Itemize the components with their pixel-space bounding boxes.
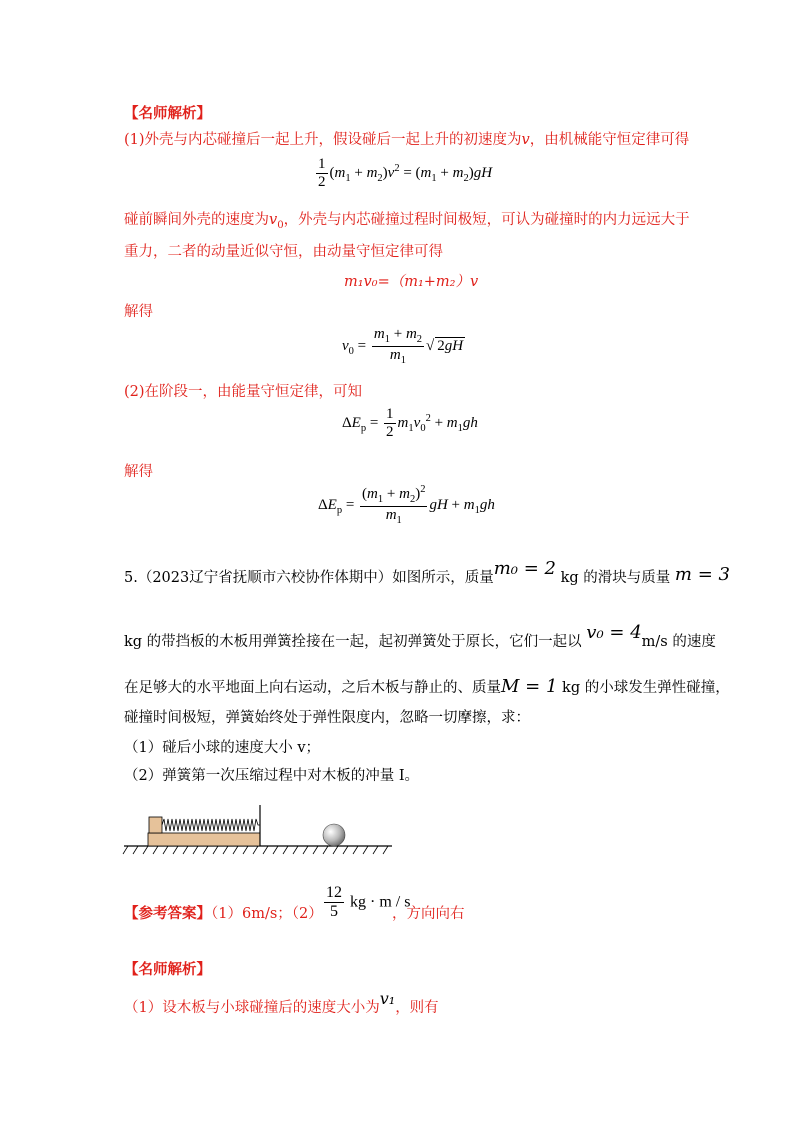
wooden-board [148,833,260,846]
question-1: （1）碰后小球的速度大小 v； [124,740,321,756]
paragraph: 解得 [124,304,153,320]
momentum-equation: m₁v₀=（m₁+m₂）v [344,274,479,290]
ball [323,824,345,846]
question-2: （2）弹簧第一次压缩过程中对木板的冲量 I。 [124,768,420,784]
spring [162,819,260,831]
section-header: 【名师解析】 [124,105,211,122]
answer-impulse: $\frac{12}{5}$ kg · m / s [326,884,411,921]
result-equation: $\Delta E_p$ = $\frac{(m_1 + m_2)^2}{m_1}$ gH + $m_1gh$ [318,484,495,527]
velocity-equation: $v_0$ = $\frac{m_1 + m_2}{m_1}$ √ 2gH [342,326,464,367]
ground-hatching [123,846,388,854]
paragraph: 重力，二者的动量近似守恒，由动量守恒定律可得 [124,244,443,260]
problem-line: 5.（2023辽宁省抚顺市六校协作体期中）如图所示，质量m₀ = 2 kg 的滑块与质量 m = 3 [124,558,730,586]
slider-block [149,817,162,833]
spring-block-diagram [120,800,400,860]
answer-direction: ，方向向右 [392,906,465,922]
problem-line: 碰撞时间极短，弹簧始终处于弹性限度内，忽略一切摩擦，求： [124,710,530,726]
problem-line: 在足够大的水平地面上向右运动，之后木板与静止的、质量M = 1 kg 的小球发生弹性碰撞， [124,676,730,697]
paragraph: 解得 [124,464,153,480]
paragraph: 碰前瞬间外壳的速度为$v_0$，外壳与内芯碰撞过程时间极短，可认为碰撞时的内力远远大于 [124,212,690,231]
energy-equation: $\frac{1}{2}$ $(m_1 + m_2)v^2 = (m_1 + m_2)gH$ [318,156,493,191]
answer-line: 【参考答案】（1）6m/s；（2） [124,905,323,922]
paragraph: （1）设木板与小球碰撞后的速度大小为v₁，则有 [124,989,439,1016]
energy-conservation-equation: $\Delta E_p$ = $\frac{1}{2}$ $m_1v_0^2 + m_1gh$ [342,406,478,441]
paragraph: (1)外壳与内芯碰撞后一起上升，假设碰后一起上升的初速度为v，由机械能守恒定律可得 [124,132,690,148]
section-header: 【名师解析】 [124,961,211,978]
paragraph: (2)在阶段一，由能量守恒定律，可知 [124,384,363,400]
problem-line: kg 的带挡板的木板用弹簧拴接在一起，起初弹簧处于原长，它们一起以 v₀ = 4m/s 的速度 [124,622,716,650]
